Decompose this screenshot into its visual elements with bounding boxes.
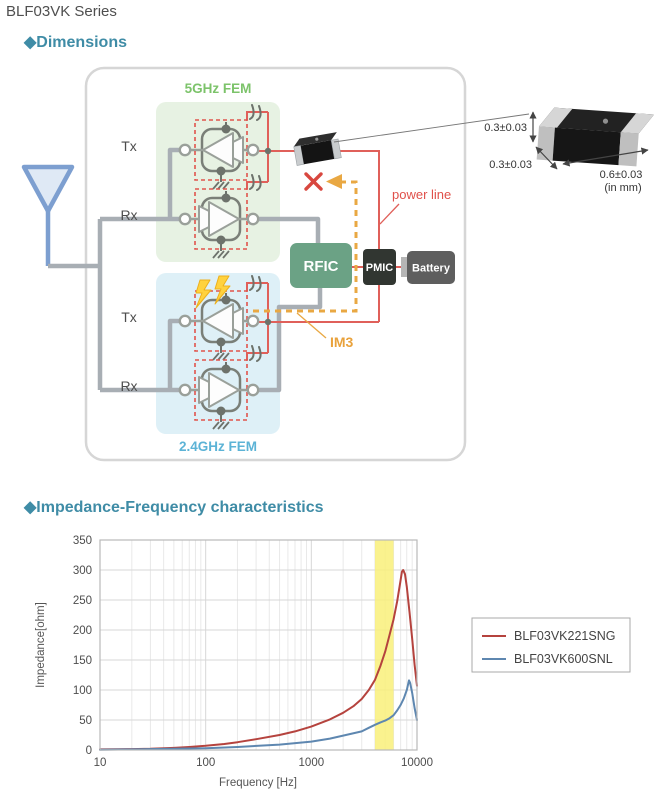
fem5-rx-label: Rx [120,207,138,223]
page-title: BLF03VK Series [6,3,117,20]
y-tick-label: 50 [79,715,92,727]
y-tick-label: 200 [72,625,92,637]
legend-label-series1: BLF03VK600SNL [514,652,613,666]
plot-area [100,540,417,750]
rfic-block [290,243,352,288]
rfic-label: RFIC [303,258,339,275]
battery-block [401,251,455,284]
dimensions-heading: ◆Dimensions [24,34,127,51]
y-tick-label: 0 [85,745,92,757]
battery-label: Battery [412,262,450,275]
pmic-block [363,249,396,285]
y-tick-label: 300 [72,565,92,577]
fem5-tx-label: Tx [121,138,137,154]
antenna-icon [24,167,72,266]
pmic-label: PMIC [365,262,394,274]
length-dim-label: 0.6±0.03 [599,169,643,181]
x-tick-label: 10000 [401,757,433,769]
fem5-label: 5GHz FEM [184,81,252,96]
y-tick-label: 250 [72,595,92,607]
x-tick-label: 100 [196,757,216,769]
x-tick-label: 10 [93,757,107,769]
fem24-tx-label: Tx [121,309,137,325]
package-dimensions [484,107,654,194]
depth-dim-label: 0.3±0.03 [489,159,532,171]
power-line-label: power line [392,187,452,202]
chart-legend [472,618,630,672]
y-tick-label: 350 [72,535,92,547]
impedance-chart [35,535,630,789]
impedance-heading: ◆Impedance-Frequency characteristics [24,499,324,516]
im3-label: IM3 [330,334,354,350]
fem24-rx-label: Rx [120,378,138,394]
height-dim-label: 0.3±0.03 [484,122,527,134]
x-tick-label: 1000 [298,757,325,769]
y-tick-label: 100 [72,685,92,697]
x-axis-label: Frequency [Hz] [219,777,297,789]
application-diagram [24,68,529,460]
legend-label-series0: BLF03VK221SNG [514,629,616,643]
dim-unit-label: (in mm) [604,182,642,194]
y-tick-label: 150 [72,655,92,667]
fem24-label: 2.4GHz FEM [178,439,258,454]
y-axis-label: Impedance[ohm] [35,602,47,688]
